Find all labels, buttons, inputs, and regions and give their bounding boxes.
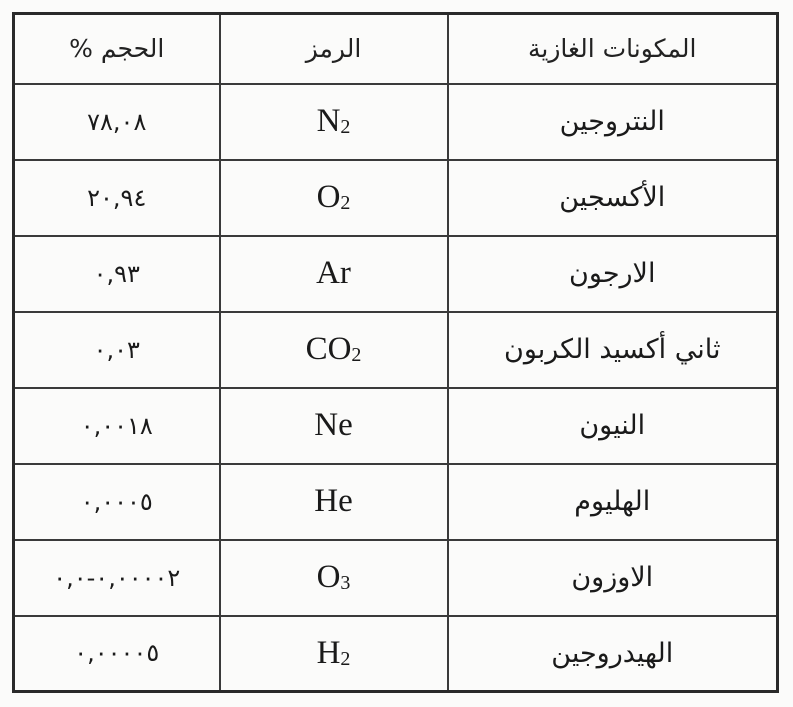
header-symbol: الرمز — [220, 14, 448, 84]
atmosphere-composition-table — [12, 12, 779, 693]
symbol-base: Ar — [316, 255, 351, 291]
volume-cell: ٠,٠٣ — [14, 312, 220, 388]
table-row — [14, 312, 778, 388]
symbol-base: Ne — [314, 407, 353, 443]
volume-cell: ٧٨,٠٨ — [14, 84, 220, 160]
symbol-cell — [220, 388, 448, 464]
volume-cell: ٠,٠٠٠٠٥ — [14, 616, 220, 692]
symbol-cell — [220, 160, 448, 236]
component-name-cell: الهيدروجين — [448, 616, 778, 692]
component-name-cell: الأكسجين — [448, 160, 778, 236]
component-name-cell: ثاني أكسيد الكربون — [448, 312, 778, 388]
table-row — [14, 616, 778, 692]
symbol-base: O — [316, 559, 341, 595]
table-row — [14, 388, 778, 464]
component-name-cell: الهليوم — [448, 464, 778, 540]
symbol-cell — [220, 84, 448, 160]
symbol-cell — [220, 236, 448, 312]
volume-cell: ٠,٠٠١٨ — [14, 388, 220, 464]
symbol-subscript: 2 — [340, 647, 351, 670]
table-row — [14, 464, 778, 540]
symbol-cell — [220, 312, 448, 388]
symbol-cell — [220, 464, 448, 540]
symbol-base: O — [316, 179, 341, 215]
symbol-subscript: 2 — [340, 116, 351, 138]
header-volume: الحجم % — [14, 14, 220, 84]
header-row — [14, 14, 778, 84]
symbol-base: He — [314, 483, 353, 519]
table-row — [14, 540, 778, 616]
volume-cell: ٢٠,٩٤ — [14, 160, 220, 236]
component-name-cell: الارجون — [448, 236, 778, 312]
component-name-cell: النتروجين — [448, 84, 778, 160]
symbol-subscript: 2 — [351, 344, 362, 366]
symbol-subscript: 3 — [340, 572, 351, 594]
symbol-base: CO — [305, 331, 352, 367]
table-row — [14, 236, 778, 312]
table-row — [14, 160, 778, 236]
table-row — [14, 84, 778, 160]
volume-cell: ٠,٠٠٠٠٢-٠,٠ — [14, 540, 220, 616]
symbol-cell — [220, 540, 448, 616]
symbol-cell — [220, 616, 448, 692]
header-component: المكونات الغازية — [448, 14, 778, 84]
symbol-base: H — [316, 634, 341, 671]
volume-cell: ٠,٩٣ — [14, 236, 220, 312]
table-body — [14, 84, 778, 692]
component-name-cell: الاوزون — [448, 540, 778, 616]
symbol-base: N — [316, 103, 341, 139]
symbol-subscript: 2 — [340, 192, 351, 214]
volume-cell: ٠,٠٠٠٥ — [14, 464, 220, 540]
component-name-cell: النيون — [448, 388, 778, 464]
